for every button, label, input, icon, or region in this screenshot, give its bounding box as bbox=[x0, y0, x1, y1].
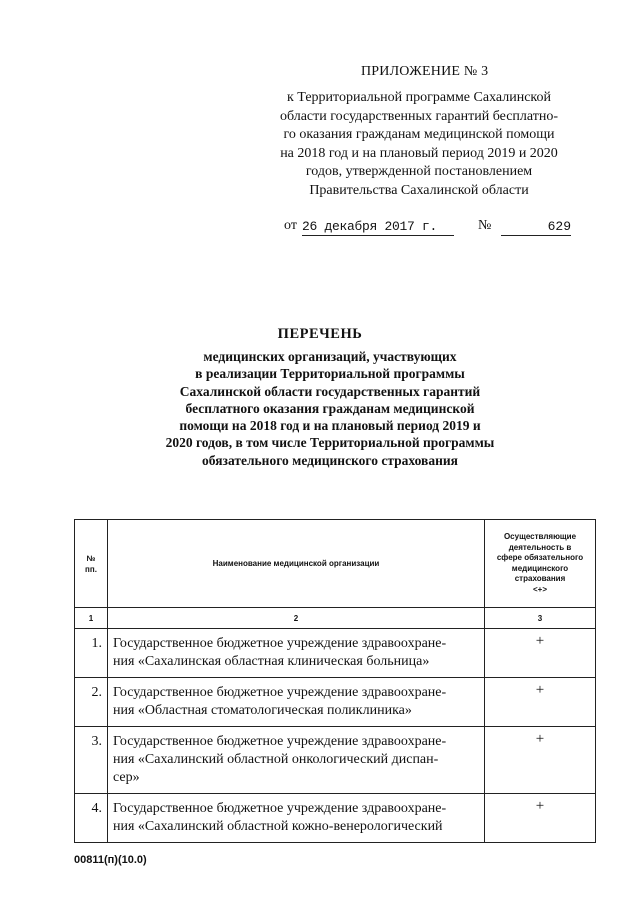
appendix-subtitle bbox=[250, 89, 588, 200]
organization-name-line: Государственное бюджетное учреждение здравоохране- bbox=[113, 734, 447, 749]
header-activity-line: <+> bbox=[532, 584, 547, 594]
participation-mark: + bbox=[485, 678, 596, 727]
row-number: 4. bbox=[75, 794, 108, 843]
organization-name-line: ния «Областная стоматологическая поликлиника» bbox=[113, 703, 412, 718]
list-subtitle-line: Сахалинской области государственных гарантий bbox=[179, 383, 481, 399]
header-activity-line: страхования bbox=[514, 574, 566, 583]
list-title: ПЕРЕЧЕНЬ bbox=[277, 326, 363, 342]
list-subtitle bbox=[120, 348, 540, 469]
appendix-line: годов, утвержденной постановлением bbox=[305, 164, 533, 179]
header-activity-line: сфере обязательного bbox=[496, 553, 584, 562]
appendix-line: к Территориальной программе Сахалинской bbox=[287, 90, 551, 105]
organization-name-line: ния «Сахалинский областной онкологический диспан- bbox=[113, 752, 439, 767]
footer-code: 00811(п)(10.0) bbox=[74, 854, 147, 866]
list-subtitle-line: обязательного медицинского страхования bbox=[202, 452, 458, 468]
participation-mark: + bbox=[485, 794, 596, 843]
organization-name-line: сер» bbox=[113, 770, 140, 785]
header-number-sign: № bbox=[86, 553, 96, 563]
organization-name bbox=[108, 794, 485, 843]
header-activity-line: деятельность в bbox=[508, 542, 572, 552]
participation-mark: + bbox=[485, 629, 596, 678]
header-activity-line: медицинского bbox=[511, 563, 569, 573]
organizations-table bbox=[74, 519, 596, 843]
appendix-line: го оказания гражданам медицинской помощи bbox=[283, 127, 555, 142]
table-header-row bbox=[75, 520, 596, 608]
organization-name-line: Государственное бюджетное учреждение здравоохране- bbox=[113, 801, 447, 816]
table-row bbox=[75, 727, 596, 794]
decree-date: 26 декабря 2017 г. bbox=[302, 219, 454, 236]
organization-name-line: Государственное бюджетное учреждение здравоохране- bbox=[113, 685, 447, 700]
row-number: 2. bbox=[75, 678, 108, 727]
column-number: 1 bbox=[75, 608, 108, 629]
row-number: 1. bbox=[75, 629, 108, 678]
table-row bbox=[75, 678, 596, 727]
appendix-line: на 2018 год и на плановый период 2019 и 2020 bbox=[280, 145, 558, 161]
organization-name-line: ния «Сахалинская областная клиническая больница» bbox=[113, 654, 430, 669]
organization-name bbox=[108, 678, 485, 727]
organization-name-line: ния «Сахалинский областной кожно-венерологический bbox=[113, 819, 443, 834]
decree-prefix: от bbox=[284, 218, 297, 233]
column-number: 2 bbox=[108, 608, 485, 629]
header-activity bbox=[485, 520, 596, 608]
decree-number-sign: № bbox=[478, 218, 492, 233]
header-organization-name: Наименование медицинской организации bbox=[108, 520, 485, 608]
decree-line bbox=[284, 218, 594, 238]
list-subtitle-line: бесплатного оказания гражданам медицинской bbox=[185, 400, 475, 416]
appendix-title: ПРИЛОЖЕНИЕ № 3 bbox=[361, 64, 489, 79]
header-number bbox=[75, 520, 108, 608]
appendix-line: Правительства Сахалинской области bbox=[309, 182, 529, 198]
row-number: 3. bbox=[75, 727, 108, 794]
header-number-abbr: пп. bbox=[85, 564, 97, 574]
organization-name-line: Государственное бюджетное учреждение здравоохране- bbox=[113, 636, 447, 651]
list-subtitle-line: медицинских организаций, участвующих bbox=[203, 349, 457, 364]
header-activity-line: Осуществляющие bbox=[503, 532, 577, 541]
table-row bbox=[75, 794, 596, 843]
participation-mark: + bbox=[485, 727, 596, 794]
appendix-line: области государственных гарантий бесплатно- bbox=[279, 108, 559, 124]
table-row bbox=[75, 629, 596, 678]
column-number-row bbox=[75, 608, 596, 629]
list-subtitle-line: помощи на 2018 год и на плановый период 2019 и bbox=[179, 418, 481, 434]
list-subtitle-line: 2020 годов, в том числе Территориальной программы bbox=[165, 435, 495, 451]
organization-name bbox=[108, 727, 485, 794]
decree-number: 629 bbox=[501, 219, 571, 236]
organization-name bbox=[108, 629, 485, 678]
column-number: 3 bbox=[485, 608, 596, 629]
list-subtitle-line: в реализации Территориальной программы bbox=[195, 366, 465, 382]
